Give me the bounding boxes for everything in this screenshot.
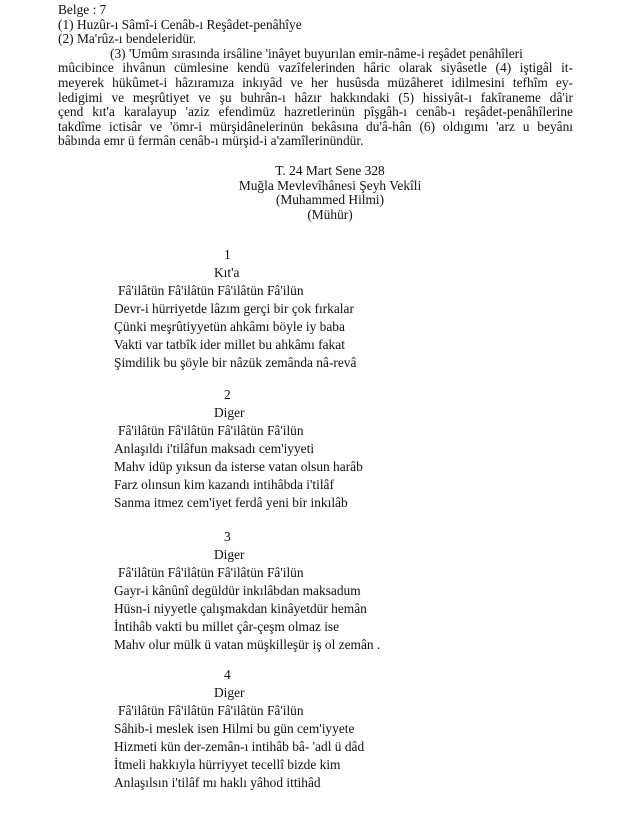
- letter-line: bâbında emr ü fermân cenâb-ı mürşid-i a'zamîlerinündür.: [58, 133, 364, 149]
- poem-verse: Devr-i hürriyetde lâzım gerçi bir çok fırkalar: [114, 301, 354, 316]
- poem-verse: İtmeli hakkıyla hürriyyet tecellî bizde kim: [114, 757, 341, 772]
- poem-number: 4: [224, 667, 231, 682]
- signature-title: Muğla Mevlevîhânesi Şeyh Vekîli: [238, 177, 422, 193]
- poem-meter: Fâ'ilâtün Fâ'ilâtün Fâ'ilâtün Fâ'ilün: [118, 283, 304, 298]
- letter-line: mûcibince ihvânun cümlesine kendü vazîfelerinden hâric olarak siyâsetle (4) iştigâl it-: [58, 60, 573, 76]
- signature-date: T. 24 Mart Sene 328: [275, 163, 385, 178]
- poem-verse: Hizmeti kün der-zemân-ı intihâb bâ- 'adl ü dâd: [114, 739, 365, 754]
- poem-3: [114, 528, 434, 654]
- poem-1: [114, 246, 434, 372]
- poem-title: Diger: [214, 405, 245, 420]
- poem-2: [114, 386, 434, 512]
- poem-number: 1: [224, 247, 231, 262]
- poem-verse: Farz olınsun kim kazandı intihâbda i'tilâf: [114, 477, 334, 492]
- poem-title: Diger: [214, 685, 245, 700]
- letter-line: meyerek hükûmet-i hâzıramıza inkıyâd ve her husûsda müzâheret idilmesini tefhîm ey-: [58, 74, 573, 90]
- poem-verse: Vakti var tatbîk ider millet bu ahkâmı fakat: [114, 337, 345, 352]
- poem-verse: Hüsn-i niyyetle çalışmakdan kinâyetdür hemân: [114, 601, 367, 616]
- poem-meter: Fâ'ilâtün Fâ'ilâtün Fâ'ilâtün Fâ'ilün: [118, 565, 304, 580]
- poem-title: Kıt'a: [214, 265, 240, 280]
- poem-verse: Mahv idüp yıksun da isterse vatan olsun harâb: [114, 459, 363, 474]
- poem-number: 2: [224, 387, 231, 402]
- footnote-2: (2) Ma'rûz-ı bendeleridür.: [58, 31, 197, 47]
- poem-verse: Çünki meşrûtiyyetün ahkâmı böyle iy baba: [114, 319, 345, 334]
- letter-line: çend kıt'a karalayup 'aziz efendimüz hazretlerinün pîşgâh-ı cenâb-ı reşâdet-penâhîlerine: [58, 104, 573, 120]
- signature-block: [200, 164, 460, 222]
- poem-4: [114, 666, 434, 792]
- seal-note: (Mühür): [307, 206, 353, 222]
- footnote-1: (1) Huzûr-ı Sâmî-i Cenâb-ı Reşâdet-penâhîye: [58, 16, 302, 32]
- poem-verse: Şimdilik bu şöyle bir nâzük zemânda nâ-revâ: [114, 355, 357, 370]
- letter-line: ledigimi ve meşrûtiyet ve şu buhrân-ı hâzır hakkındaki (5) hissiyât-ı fakîraneme dâ'ir: [58, 89, 573, 105]
- poem-verse: Mahv olur mülk ü vatan müşkilleşür iş ol zemân .: [114, 637, 381, 652]
- poem-verse: İntihâb vakti bu millet çâr-çeşm olmaz ise: [114, 619, 340, 634]
- poem-number: 3: [224, 529, 231, 544]
- letter-text: [58, 3, 573, 149]
- poem-meter: Fâ'ilâtün Fâ'ilâtün Fâ'ilâtün Fâ'ilün: [118, 703, 304, 718]
- signature-person: (Muhammed Hilmi): [275, 192, 385, 208]
- poem-verse: Anlaşılsın i'tilâf mı haklı yâhod ittihâd: [114, 775, 321, 790]
- poem-meter: Fâ'ilâtün Fâ'ilâtün Fâ'ilâtün Fâ'ilün: [118, 423, 304, 438]
- document-number: Belge : 7: [58, 2, 107, 17]
- poem-title: Diger: [214, 547, 245, 562]
- poem-verse: Anlaşıldı i'tilâfun maksadı cem'iyyeti: [114, 441, 315, 456]
- poem-verse: Sanma itmez cem'iyet ferdâ yeni bir inkılâb: [114, 495, 348, 510]
- letter-line: (3) 'Umûm sırasında irsâline 'inâyet buyurılan emir-nâme-i reşâdet penâhîleri: [110, 45, 523, 61]
- poem-verse: Sâhib-i meslek isen Hilmi bu gün cem'iyyete: [114, 721, 355, 736]
- letter-line: takdîme ictisâr ve 'ömr-i mürşidânelerinün bekâsına du'â-hân (6) oldıgımı 'arz u beyânı: [58, 118, 573, 134]
- poem-verse: Gayr-i kânûnî degüldür inkılâbdan maksadum: [114, 583, 361, 598]
